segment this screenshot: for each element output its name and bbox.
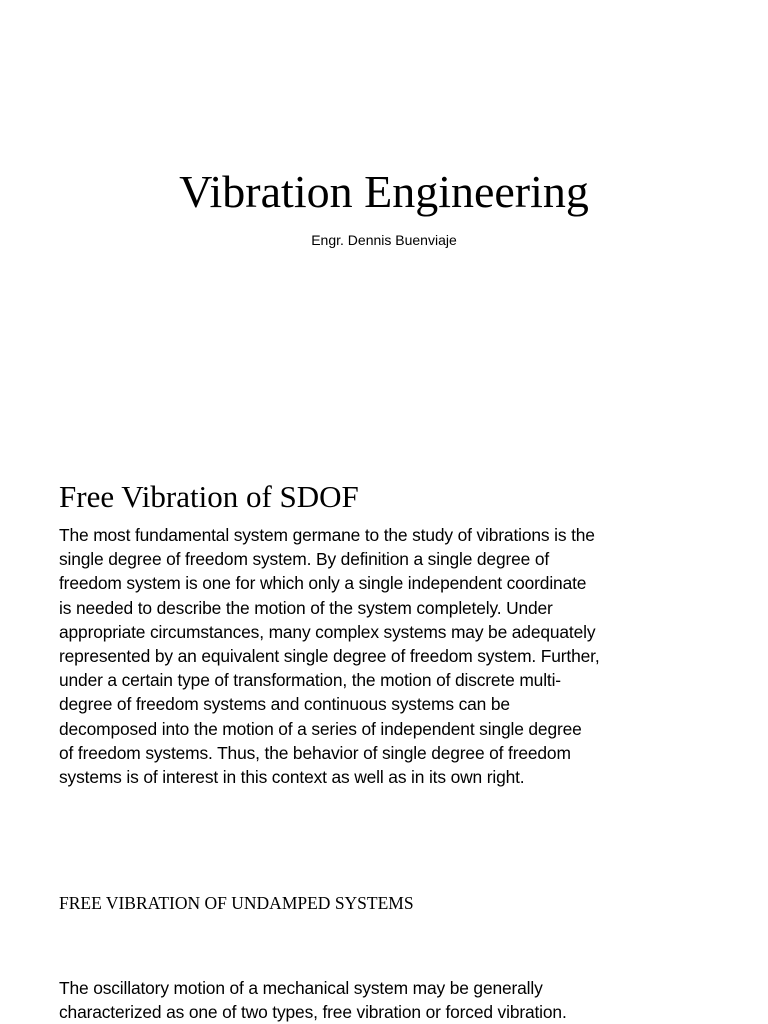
paragraph-line: single degree of freedom system. By definition a single degree of [59, 549, 550, 570]
paragraph-line: freedom system is one for which only a single independent coordinate [59, 573, 587, 594]
paragraph-line: appropriate circumstances, many complex systems may be adequately [59, 621, 596, 642]
paragraph-line: decomposed into the motion of a series of independent single degree [59, 718, 582, 739]
paragraph-line: The oscillatory motion of a mechanical system may be generally [59, 978, 543, 998]
author-name: Engr. Dennis Buenviaje [311, 232, 457, 248]
paragraph-line: degree of freedom systems and continuous systems can be [59, 694, 510, 715]
paragraph-line: represented by an equivalent single degree of freedom system. Further, [59, 646, 600, 667]
section-heading: Free Vibration of SDOF [59, 479, 359, 514]
paragraph-line: systems is of interest in this context as well as in its own right. [59, 767, 525, 788]
paragraph-line: The most fundamental system germane to the study of vibrations is the [59, 525, 595, 545]
subheading-undamped: FREE VIBRATION OF UNDAMPED SYSTEMS [59, 893, 414, 913]
paragraph-oscillatory [59, 976, 719, 1024]
paragraph-line: of freedom systems. Thus, the behavior of single degree of freedom [59, 742, 571, 763]
paragraph-intro [59, 523, 719, 789]
paragraph-line: characterized as one of two types, free vibration or forced vibration. [59, 1002, 567, 1023]
document-title: Vibration Engineering [179, 166, 589, 217]
paragraph-line: is needed to describe the motion of the system completely. Under [59, 597, 553, 618]
paragraph-line: under a certain type of transformation, the motion of discrete multi- [59, 670, 561, 691]
